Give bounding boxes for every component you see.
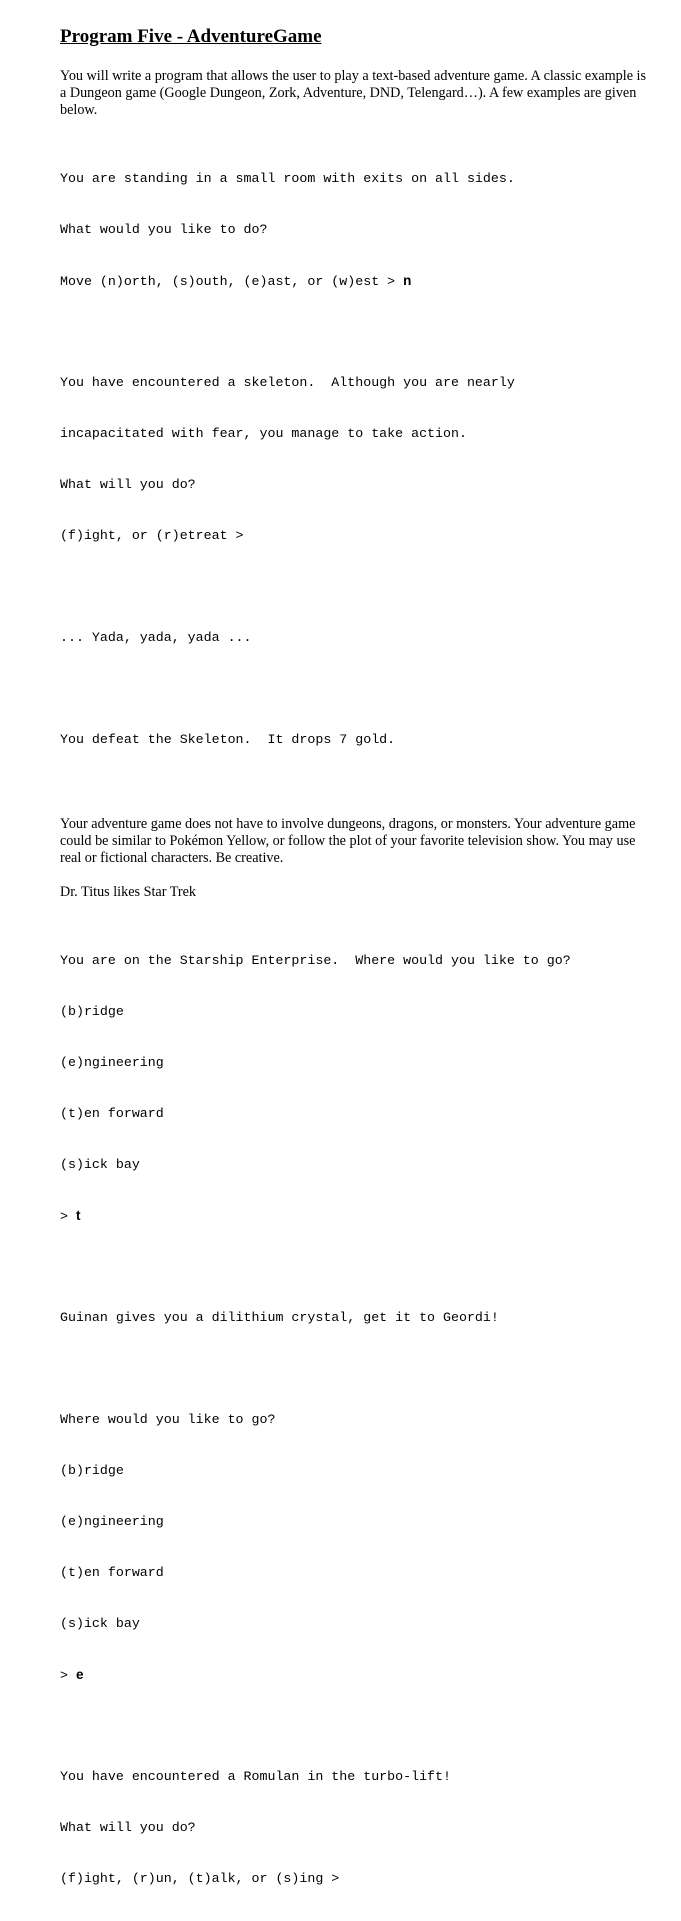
- menu-option: (e)ngineering: [60, 1055, 164, 1070]
- code-line: incapacitated with fear, you manage to take action.: [60, 426, 467, 441]
- code-line-with-input: [60, 272, 650, 289]
- code-line: You are on the Starship Enterprise. Where would you like to go?: [60, 953, 571, 968]
- code-line: You are standing in a small room with exits on all sides.: [60, 171, 515, 186]
- menu-option: (t)en forward: [60, 1565, 164, 1580]
- code-line: ... Yada, yada, yada ...: [60, 630, 252, 645]
- code-line: What will you do?: [60, 1820, 196, 1835]
- blank-line: [60, 1717, 650, 1734]
- move-prompt: Move (n)orth, (s)outh, (e)ast, or (w)est >: [60, 274, 404, 289]
- document-page: [60, 26, 650, 1921]
- spacer: [60, 867, 650, 884]
- blank-line: [60, 323, 650, 340]
- code-line: You defeat the Skeleton. It drops 7 gold.: [60, 732, 396, 747]
- blank-line: [60, 578, 650, 595]
- menu-option: (t)en forward: [60, 1106, 164, 1121]
- code-line-with-input: [60, 1666, 650, 1683]
- menu-option: (b)ridge: [60, 1004, 124, 1019]
- spacer: [60, 782, 650, 816]
- user-input: e: [75, 1667, 84, 1682]
- code-line: What will you do?: [60, 477, 196, 492]
- trek-example: [60, 918, 650, 1921]
- intro-paragraph: You will write a program that allows the user to play a text-based adventure game. A classic example is a Dungeon game (Google Dungeon, Zork, Adventure, DND, Telengard…). A few examples are given below.: [60, 68, 647, 118]
- page-title: Program Five - AdventureGame: [60, 26, 322, 47]
- blank-line: [60, 1360, 650, 1377]
- code-line: Where would you like to go?: [60, 1412, 276, 1427]
- spacer: [60, 901, 650, 918]
- code-line-with-input: [60, 1207, 650, 1224]
- menu-option: (s)ick bay: [60, 1157, 140, 1172]
- code-line: (f)ight, or (r)etreat >: [60, 528, 244, 543]
- code-line: (f)ight, (r)un, (t)alk, or (s)ing >: [60, 1871, 340, 1886]
- code-line: What would you like to do?: [60, 222, 268, 237]
- creative-paragraph: Your adventure game does not have to involve dungeons, dragons, or monsters. Your adventure game could be similar to Pokémon Yellow, or follow the plot of your favorite television show. You may use real or fictional characters. Be creative.: [60, 816, 636, 866]
- blank-line: [60, 680, 650, 697]
- menu-option: (s)ick bay: [60, 1616, 140, 1631]
- titus-line: Dr. Titus likes Star Trek: [60, 884, 197, 900]
- menu-option: (e)ngineering: [60, 1514, 164, 1529]
- spacer: [60, 119, 650, 136]
- menu-option: (b)ridge: [60, 1463, 124, 1478]
- dungeon-example: [60, 136, 650, 782]
- user-input: n: [403, 273, 412, 288]
- code-line: Guinan gives you a dilithium crystal, get it to Geordi!: [60, 1310, 499, 1325]
- code-line: You have encountered a skeleton. Although you are nearly: [60, 375, 515, 390]
- code-line: You have encountered a Romulan in the turbo-lift!: [60, 1769, 451, 1784]
- prompt-marker: >: [60, 1668, 76, 1683]
- user-input: t: [75, 1208, 81, 1223]
- prompt-marker: >: [60, 1209, 76, 1224]
- blank-line: [60, 1258, 650, 1275]
